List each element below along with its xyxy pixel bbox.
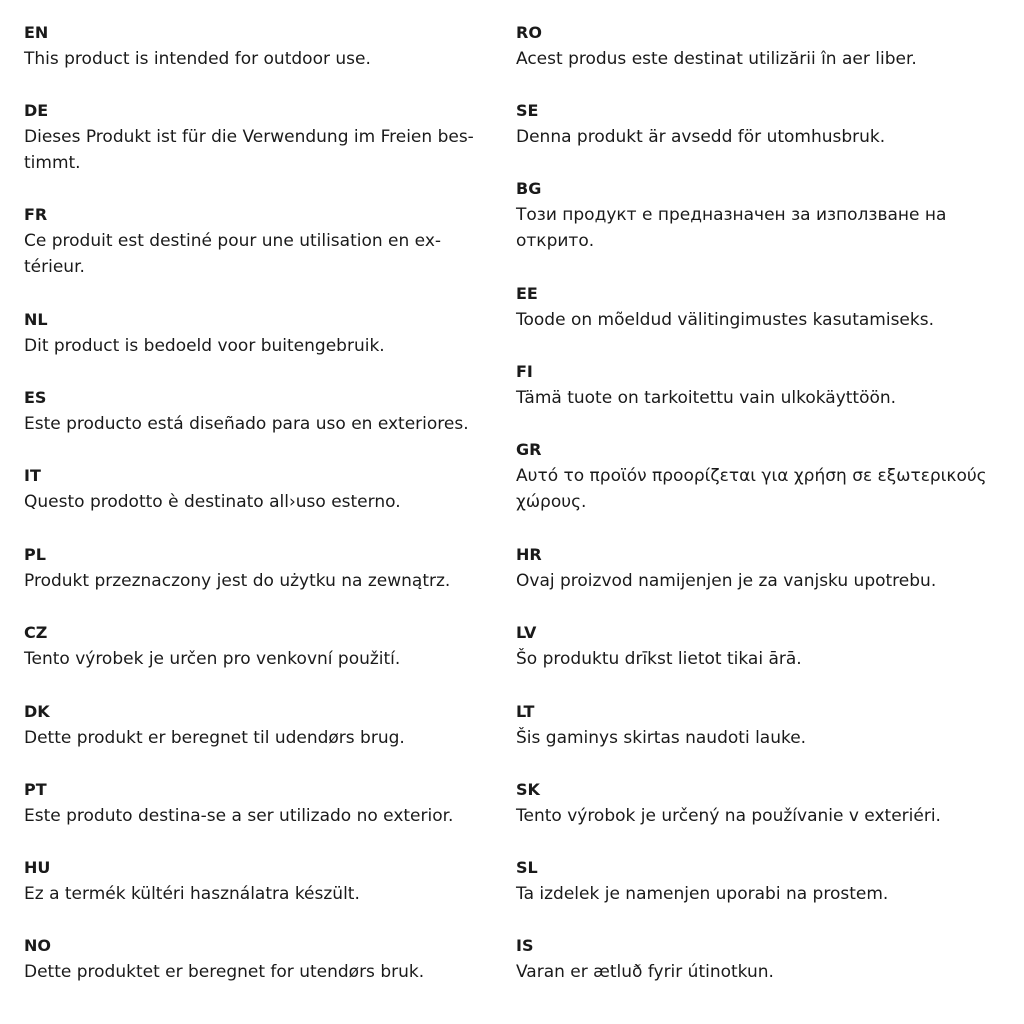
entry-gr <box>516 439 987 515</box>
language-text: Questo prodotto è destinato all›uso esterno. <box>24 492 401 512</box>
language-text: Este produto destina-se a ser utilizado no exterior. <box>24 806 454 826</box>
entry-it <box>24 465 401 515</box>
language-text: Šo produktu drīkst lietot tikai ārā. <box>516 649 802 669</box>
entry-fi <box>516 361 896 411</box>
language-code: LT <box>516 702 535 721</box>
language-code: SL <box>516 858 538 877</box>
language-text: Este producto está diseñado para uso en exteriores. <box>24 414 469 434</box>
language-code: LV <box>516 623 537 642</box>
language-code: HR <box>516 545 542 564</box>
entry-dk <box>24 701 405 751</box>
entry-es <box>24 387 469 437</box>
language-code: FR <box>24 205 48 224</box>
language-text: Dette produkt er beregnet til udendørs brug. <box>24 728 405 748</box>
entry-hr <box>516 544 936 594</box>
entry-se <box>516 100 885 150</box>
language-text: Acest produs este destinat utilizării în aer liber. <box>516 49 917 69</box>
language-text: Tämä tuote on tarkoitettu vain ulkokäyttöön. <box>516 388 897 408</box>
entry-lv <box>516 622 802 672</box>
entry-cz <box>24 622 400 672</box>
language-text: Dette produktet er beregnet for utendørs bruk. <box>24 962 425 982</box>
language-text: Този продукт е предназначен за използване на открито. <box>516 205 947 251</box>
language-code: IT <box>24 466 41 485</box>
language-code: FI <box>516 362 533 381</box>
language-code: SK <box>516 780 540 799</box>
language-text: Tento výrobek je určen pro venkovní použití. <box>24 649 401 669</box>
language-text: Ez a termék kültéri használatra készült. <box>24 884 360 904</box>
language-text: Varan er ætluð fyrir útinotkun. <box>516 962 774 982</box>
language-text: Šis gaminys skirtas naudoti lauke. <box>516 728 807 748</box>
entry-no <box>24 935 424 985</box>
language-text: Ovaj proizvod namijenjen je za vanjsku upotrebu. <box>516 571 937 591</box>
entry-lt <box>516 701 806 751</box>
entry-de <box>24 100 474 176</box>
language-text: Toode on mõeldud välitingimustes kasutamiseks. <box>516 310 934 330</box>
language-code: PL <box>24 545 46 564</box>
language-code: ES <box>24 388 47 407</box>
language-text: Produkt przeznaczony jest do użytku na zewnątrz. <box>24 571 451 591</box>
entry-nl <box>24 309 385 359</box>
entry-ro <box>516 22 917 72</box>
entry-hu <box>24 857 360 907</box>
language-code: RO <box>516 23 542 42</box>
language-code: DE <box>24 101 49 120</box>
language-text: Tento výrobok je určený na používanie v exteriéri. <box>516 806 941 826</box>
entry-pt <box>24 779 453 829</box>
entry-sl <box>516 857 888 907</box>
language-code: BG <box>516 179 542 198</box>
entry-fr <box>24 204 441 280</box>
language-code: SE <box>516 101 539 120</box>
language-code: GR <box>516 440 542 459</box>
language-code: EN <box>24 23 49 42</box>
entry-pl <box>24 544 450 594</box>
entry-is <box>516 935 774 985</box>
language-code: NL <box>24 310 48 329</box>
language-text: This product is intended for outdoor use. <box>24 49 371 69</box>
language-text: Dieses Produkt ist für die Verwendung im Freien bes- timmt. <box>24 127 474 173</box>
entry-en <box>24 22 371 72</box>
language-code: HU <box>24 858 51 877</box>
entry-sk <box>516 779 941 829</box>
language-text: Dit product is bedoeld voor buitengebruik. <box>24 336 385 356</box>
language-code: DK <box>24 702 50 721</box>
language-text: Αυτό το προϊόν προορίζεται για χρήση σε εξωτερικούς χώρους. <box>516 466 987 512</box>
language-code: PT <box>24 780 47 799</box>
entry-ee <box>516 283 934 333</box>
language-text: Ce produit est destiné pour une utilisation en ex- térieur. <box>24 231 442 277</box>
language-code: EE <box>516 284 538 303</box>
language-text: Denna produkt är avsedd för utomhusbruk. <box>516 127 886 147</box>
language-code: IS <box>516 936 534 955</box>
language-code: CZ <box>24 623 48 642</box>
language-text: Ta izdelek je namenjen uporabi na prostem. <box>516 884 889 904</box>
language-code: NO <box>24 936 51 955</box>
entry-bg <box>516 178 946 254</box>
